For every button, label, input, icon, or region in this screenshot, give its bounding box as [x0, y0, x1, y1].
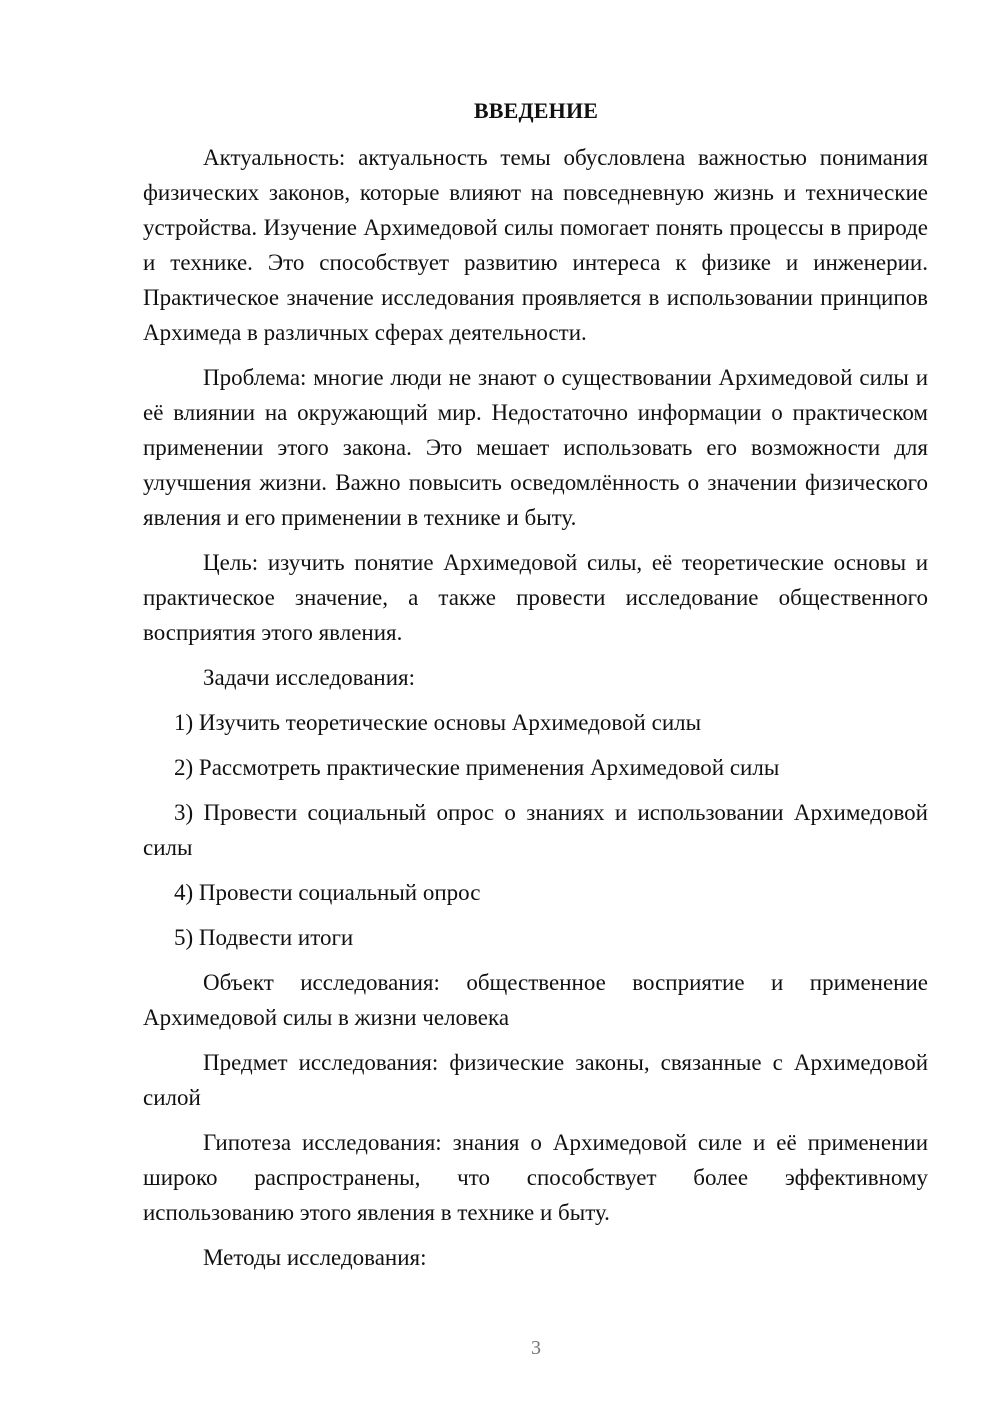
task-item-5: 5) Подвести итоги: [174, 925, 354, 950]
task-item-4: 4) Провести социальный опрос: [174, 880, 481, 905]
paragraph-object: Объект исследования: общественное восприятие и применение Архимедовой силы в жизни человека: [143, 970, 928, 1030]
section-heading: ВВЕДЕНИЕ: [473, 98, 599, 123]
task-item-1: 1) Изучить теоретические основы Архимедовой силы: [174, 710, 702, 735]
paragraph-hypothesis: Гипотеза исследования: знания о Архимедовой силе и её применении широко распространены, что способствует более эффективному использованию этого явления в технике и быту.: [143, 1130, 928, 1225]
paragraph-goal: Цель: изучить понятие Архимедовой силы, её теоретические основы и практическое значение, а также провести исследование общественного восприятия этого явления.: [143, 550, 928, 645]
paragraph-relevance: Актуальность: актуальность темы обусловлена важностью понимания физических законов, которые влияют на повседневную жизнь и технические устройства. Изучение Архимедовой силы помогает понять процессы в природе и технике. Это способствует развитию интереса к физике и инженерии. Практическое значение исследования проявляется в использовании принципов Архимеда в различных сферах деятельности.: [143, 145, 928, 345]
task-item-2: 2) Рассмотреть практические применения Архимедовой силы: [174, 755, 780, 780]
paragraph-subject: Предмет исследования: физические законы, связанные с Архимедовой силой: [143, 1050, 928, 1110]
paragraph-methods-heading: Методы исследования:: [203, 1245, 427, 1270]
page-number: 3: [531, 1337, 541, 1359]
task-item-3: 3) Провести социальный опрос о знаниях и использовании Архимедовой силы: [143, 800, 928, 860]
paragraph-tasks-heading: Задачи исследования:: [203, 665, 416, 690]
paragraph-problem: Проблема: многие люди не знают о существовании Архимедовой силы и её влиянии на окружающий мир. Недостаточно информации о практическом применении этого закона. Это мешает использовать его возможности для улучшения жизни. Важно повысить осведомлённость о значении физического явления и его применении в технике и быту.: [143, 365, 928, 530]
document-body: [143, 140, 928, 1275]
